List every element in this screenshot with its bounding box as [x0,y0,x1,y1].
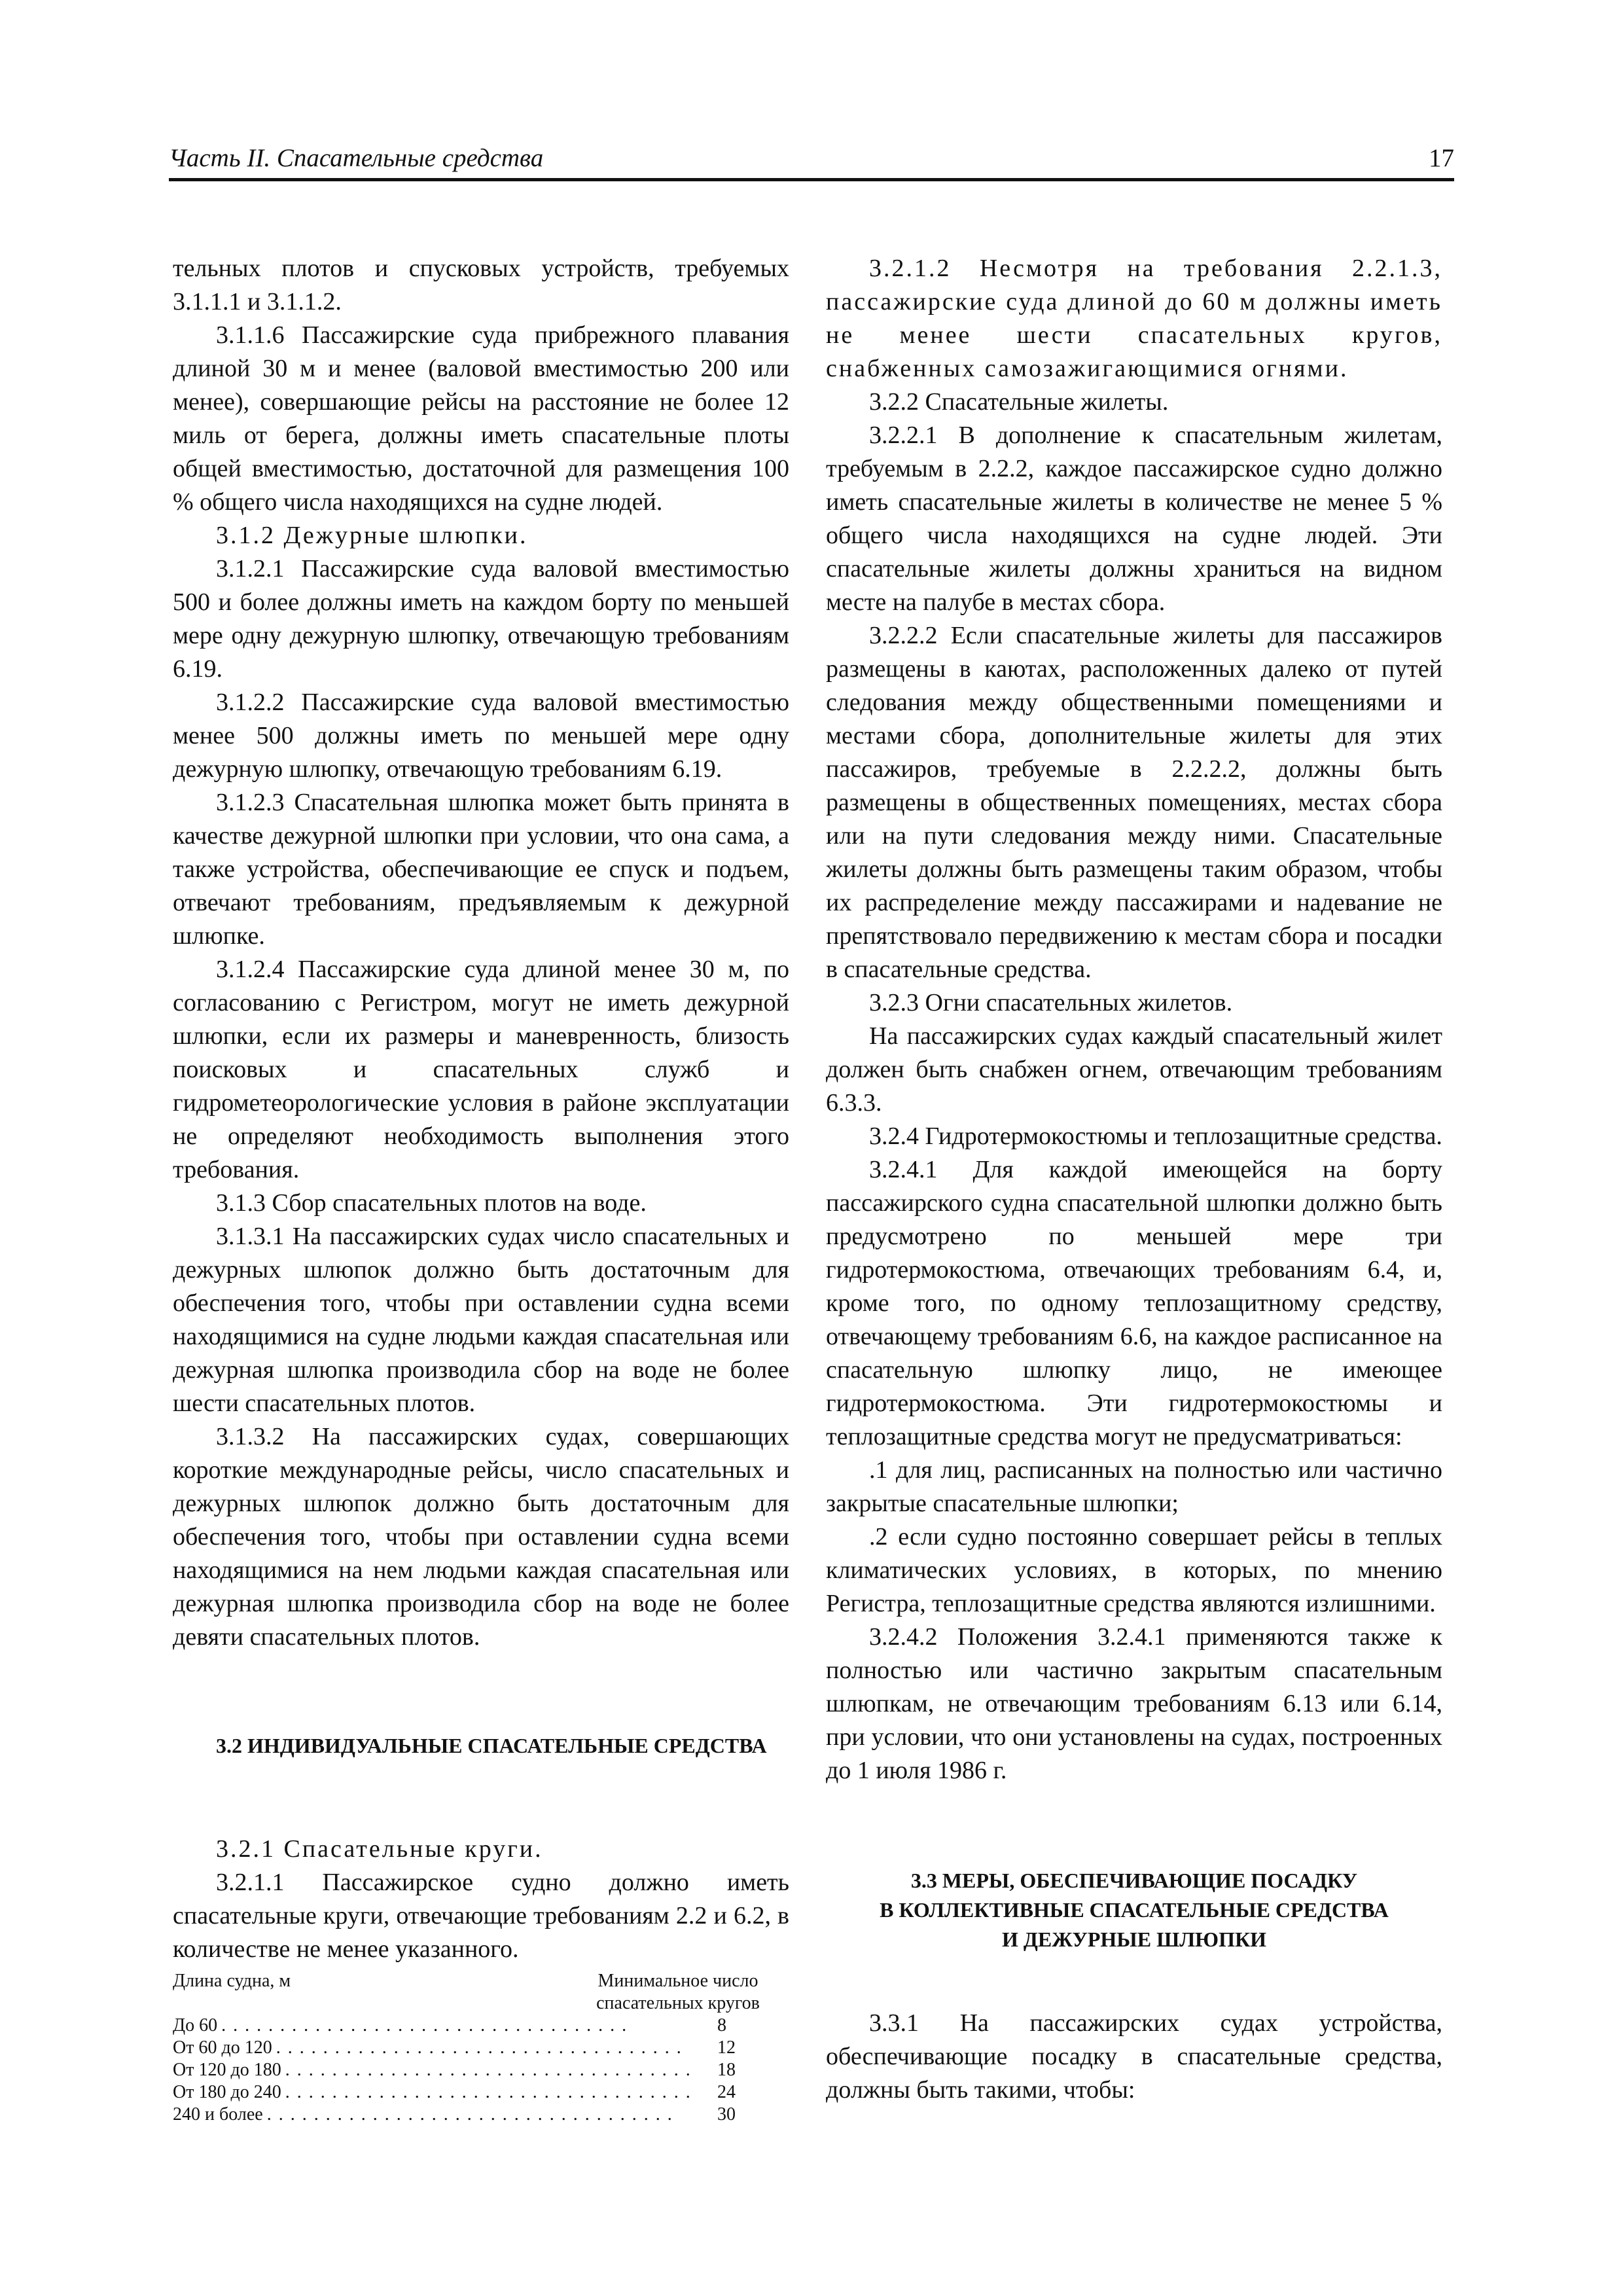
section-heading-3-2: 3.2 ИНДИВИДУАЛЬНЫЕ СПАСАТЕЛЬНЫЕ СРЕДСТВА [216,1734,767,1757]
table-col-length-header: Длина судна, м [173,1971,291,1991]
list-item-2: .2 если судно постоянно совершает рейсы в теплых климатических условиях, в которых, по мнению Регистра, теплозащитные средства являются излишними. [826,1523,1442,1617]
row-count: 12 [717,2037,736,2058]
paragraph-continuation: тельных плотов и спусковых устройств, требуемых 3.1.1.1 и 3.1.1.2. [173,255,789,315]
row-length: От 120 до 180 [173,2060,281,2080]
paragraph-3-1-3-1: 3.1.3.1 На пассажирских судах число спасательных и дежурных шлюпок должно быть достаточным для обеспечения того, чтобы при оставлении судна всеми находящимися на судне людьми каждая спасательная или дежурная шлюпка производила сбор на воде не более шести спасательных плотов. [173,1223,789,1417]
row-length: От 60 до 120 [173,2037,272,2058]
paragraph-3-1-2-2: 3.1.2.2 Пассажирские суда валовой вместимостью менее 500 должны иметь по меньшей мере одну дежурную шлюпку, отвечающую требованиям 6.19. [173,689,789,783]
heading-3-1-3: 3.1.3 Сбор спасательных плотов на воде. [216,1189,647,1217]
section-heading-3-3-line2: В КОЛЛЕКТИВНЫЕ СПАСАТЕЛЬНЫЕ СРЕДСТВА [880,1898,1389,1922]
paragraph-3-1-2-4: 3.1.2.4 Пассажирские суда длиной менее 30 м, по согласованию с Регистром, могут не иметь дежурной шлюпки, если их размеры и маневренность, близость поисковых и спасательных служб и гидрометеорологические условия в районе эксплуатации не определяют необходимость выполнения этого требования. [173,956,789,1183]
paragraph-3-1-2-1: 3.1.2.1 Пассажирские суда валовой вместимостью 500 и более должны иметь на каждом борту по меньшей мере одну дежурную шлюпку, отвечающую требованиям 6.19. [173,555,789,683]
paragraph-3-2-1-1: 3.2.1.1 Пассажирское судно должно иметь спасательные круги, отвечающие требованиям 2.2 и 6.2, в количестве не менее указанного. [173,1869,789,1963]
page-number: 17 [1429,144,1454,172]
paragraph-3-2-3: На пассажирских судах каждый спасательный жилет должен быть снабжен огнем, отвечающим требованиям 6.3.3. [826,1022,1442,1117]
section-heading-3-3-line1: 3.3 МЕРЫ, ОБЕСПЕЧИВАЮЩИЕ ПОСАДКУ [910,1869,1358,1892]
heading-3-2-3: 3.2.3 Огни спасательных жилетов. [869,989,1233,1016]
table-col-count-header [567,1970,789,2015]
row-count: 8 [717,2015,726,2036]
table-header [173,1970,789,2015]
paragraph-3-1-1-6: 3.1.1.6 Пассажирские суда прибрежного плавания длиной 30 м и менее (валовой вместимостью 200 или менее), совершающие рейсы на расстояние не более 12 миль от берега, должны иметь спасательные плоты общей вместимостью, достаточной для размещения 100 % общего числа находящихся на судне людей. [173,321,789,516]
leader-dots: ................................... [276,2037,688,2058]
table-row [173,2059,789,2081]
list-item-1: .1 для лиц, расписанных на полностью или частично закрытые спасательные шлюпки; [826,1456,1442,1517]
section-heading-3-3-line3: И ДЕЖУРНЫЕ ШЛЮПКИ [1001,1928,1267,1951]
leader-dots: ................................... [221,2015,634,2036]
table-col-count-header-line2: спасательных кругов [596,1993,760,2013]
leader-dots: ................................... [285,2082,698,2102]
running-header [169,139,1454,181]
paragraph-3-1-3-2: 3.1.3.2 На пассажирских судах, совершающих короткие международные рейсы, число спасательных и дежурных шлюпок должно быть достаточным для обеспечения того, чтобы при оставлении судна всеми находящимися на нем людьми каждая спасательная или дежурная шлюпка производила сбор на воде не более девяти спасательных плотов. [173,1423,789,1651]
leader-dots: ................................... [266,2104,679,2125]
heading-3-2-4: 3.2.4 Гидротермокостюмы и теплозащитные средства. [869,1122,1442,1150]
lifebuoy-table [173,1970,789,2126]
table-row [173,2037,789,2059]
row-length: До 60 [173,2015,218,2036]
row-count: 18 [717,2060,736,2080]
row-length: От 180 до 240 [173,2082,281,2102]
table-row [173,2104,789,2126]
leader-dots: ................................... [285,2060,698,2080]
table-col-count-header-line1: Минимальное число [597,1971,758,1991]
left-column [173,252,789,2126]
paragraph-3-1-2-3: 3.1.2.3 Спасательная шлюпка может быть принята в качестве дежурной шлюпки при условии, что она сама, а также устройства, обеспечивающие ее спуск и подъем, отвечают требованиям, предъявляемым к дежурной шлюпке. [173,789,789,950]
paragraph-3-3-1: 3.3.1 На пассажирских судах устройства, обеспечивающие посадку в спасательные средства, должны быть такими, чтобы: [826,2009,1442,2104]
running-title: Часть II. Спасательные средства [169,144,544,172]
right-column [826,252,1442,2107]
row-count: 24 [717,2082,736,2102]
row-length: 240 и более [173,2104,263,2125]
heading-3-2-2: 3.2.2 Спасательные жилеты. [869,388,1169,416]
paragraph-3-2-2-1: 3.2.2.1 В дополнение к спасательным жилетам, требуемым в 2.2.2, каждое пассажирское судно должно иметь спасательные жилеты в количестве не менее 5 % общего числа находящихся на судне людей. Эти спасательные жилеты должны храниться на видном месте на палубе в местах сбора. [826,422,1442,616]
row-count: 30 [717,2104,736,2125]
paragraph-3-2-2-2: 3.2.2.2 Если спасательные жилеты для пассажиров размещены в каютах, расположенных далеко от путей следования между общественными помещениями и местами сбора, дополнительные жилеты для этих пассажиров, требуемые в 2.2.2.2, должны быть размещены в общественных помещениях, местах сбора или на пути следования между ними. Спасательные жилеты должны быть размещены таким образом, чтобы их распределение между пассажирами и надевание не препятствовало передвижению к местам сбора и посадки в спасательные средства. [826,622,1442,983]
table-row [173,2015,789,2037]
paragraph-3-2-4-2: 3.2.4.2 Положения 3.2.4.1 применяются также к полностью или частично закрытым спасательным шлюпкам, не отвечающим требованиям 6.13 или 6.14, при условии, что они установлены на судах, построенных до 1 июля 1986 г. [826,1623,1442,1784]
paragraph-3-2-4-1: 3.2.4.1 Для каждой имеющейся на борту пассажирского судна спасательной шлюпки должно быть предусмотрено по меньшей мере три гидротермокостюма, отвечающих требованиям 6.4, и, кроме того, по одному теплозащитному средству, отвечающему требованиям 6.6, на каждое расписанное на спасательную шлюпку лицо, не имеющее гидротермокостюма. Эти гидротермокостюмы и теплозащитные средства могут не предусматриваться: [826,1156,1442,1450]
heading-3-1-2: 3.1.2 Дежурные шлюпки. [216,522,528,549]
paragraph-3-2-1-2: 3.2.1.2 Несмотря на требования 2.2.1.3, пассажирские суда длиной до 60 м должны иметь не менее шести спасательных кругов, снабженных самозажигающимися огнями. [826,255,1442,382]
table-row [173,2081,789,2104]
section-heading-3-3 [826,1866,1442,1954]
heading-3-2-1: 3.2.1 Спасательные круги. [216,1835,543,1863]
